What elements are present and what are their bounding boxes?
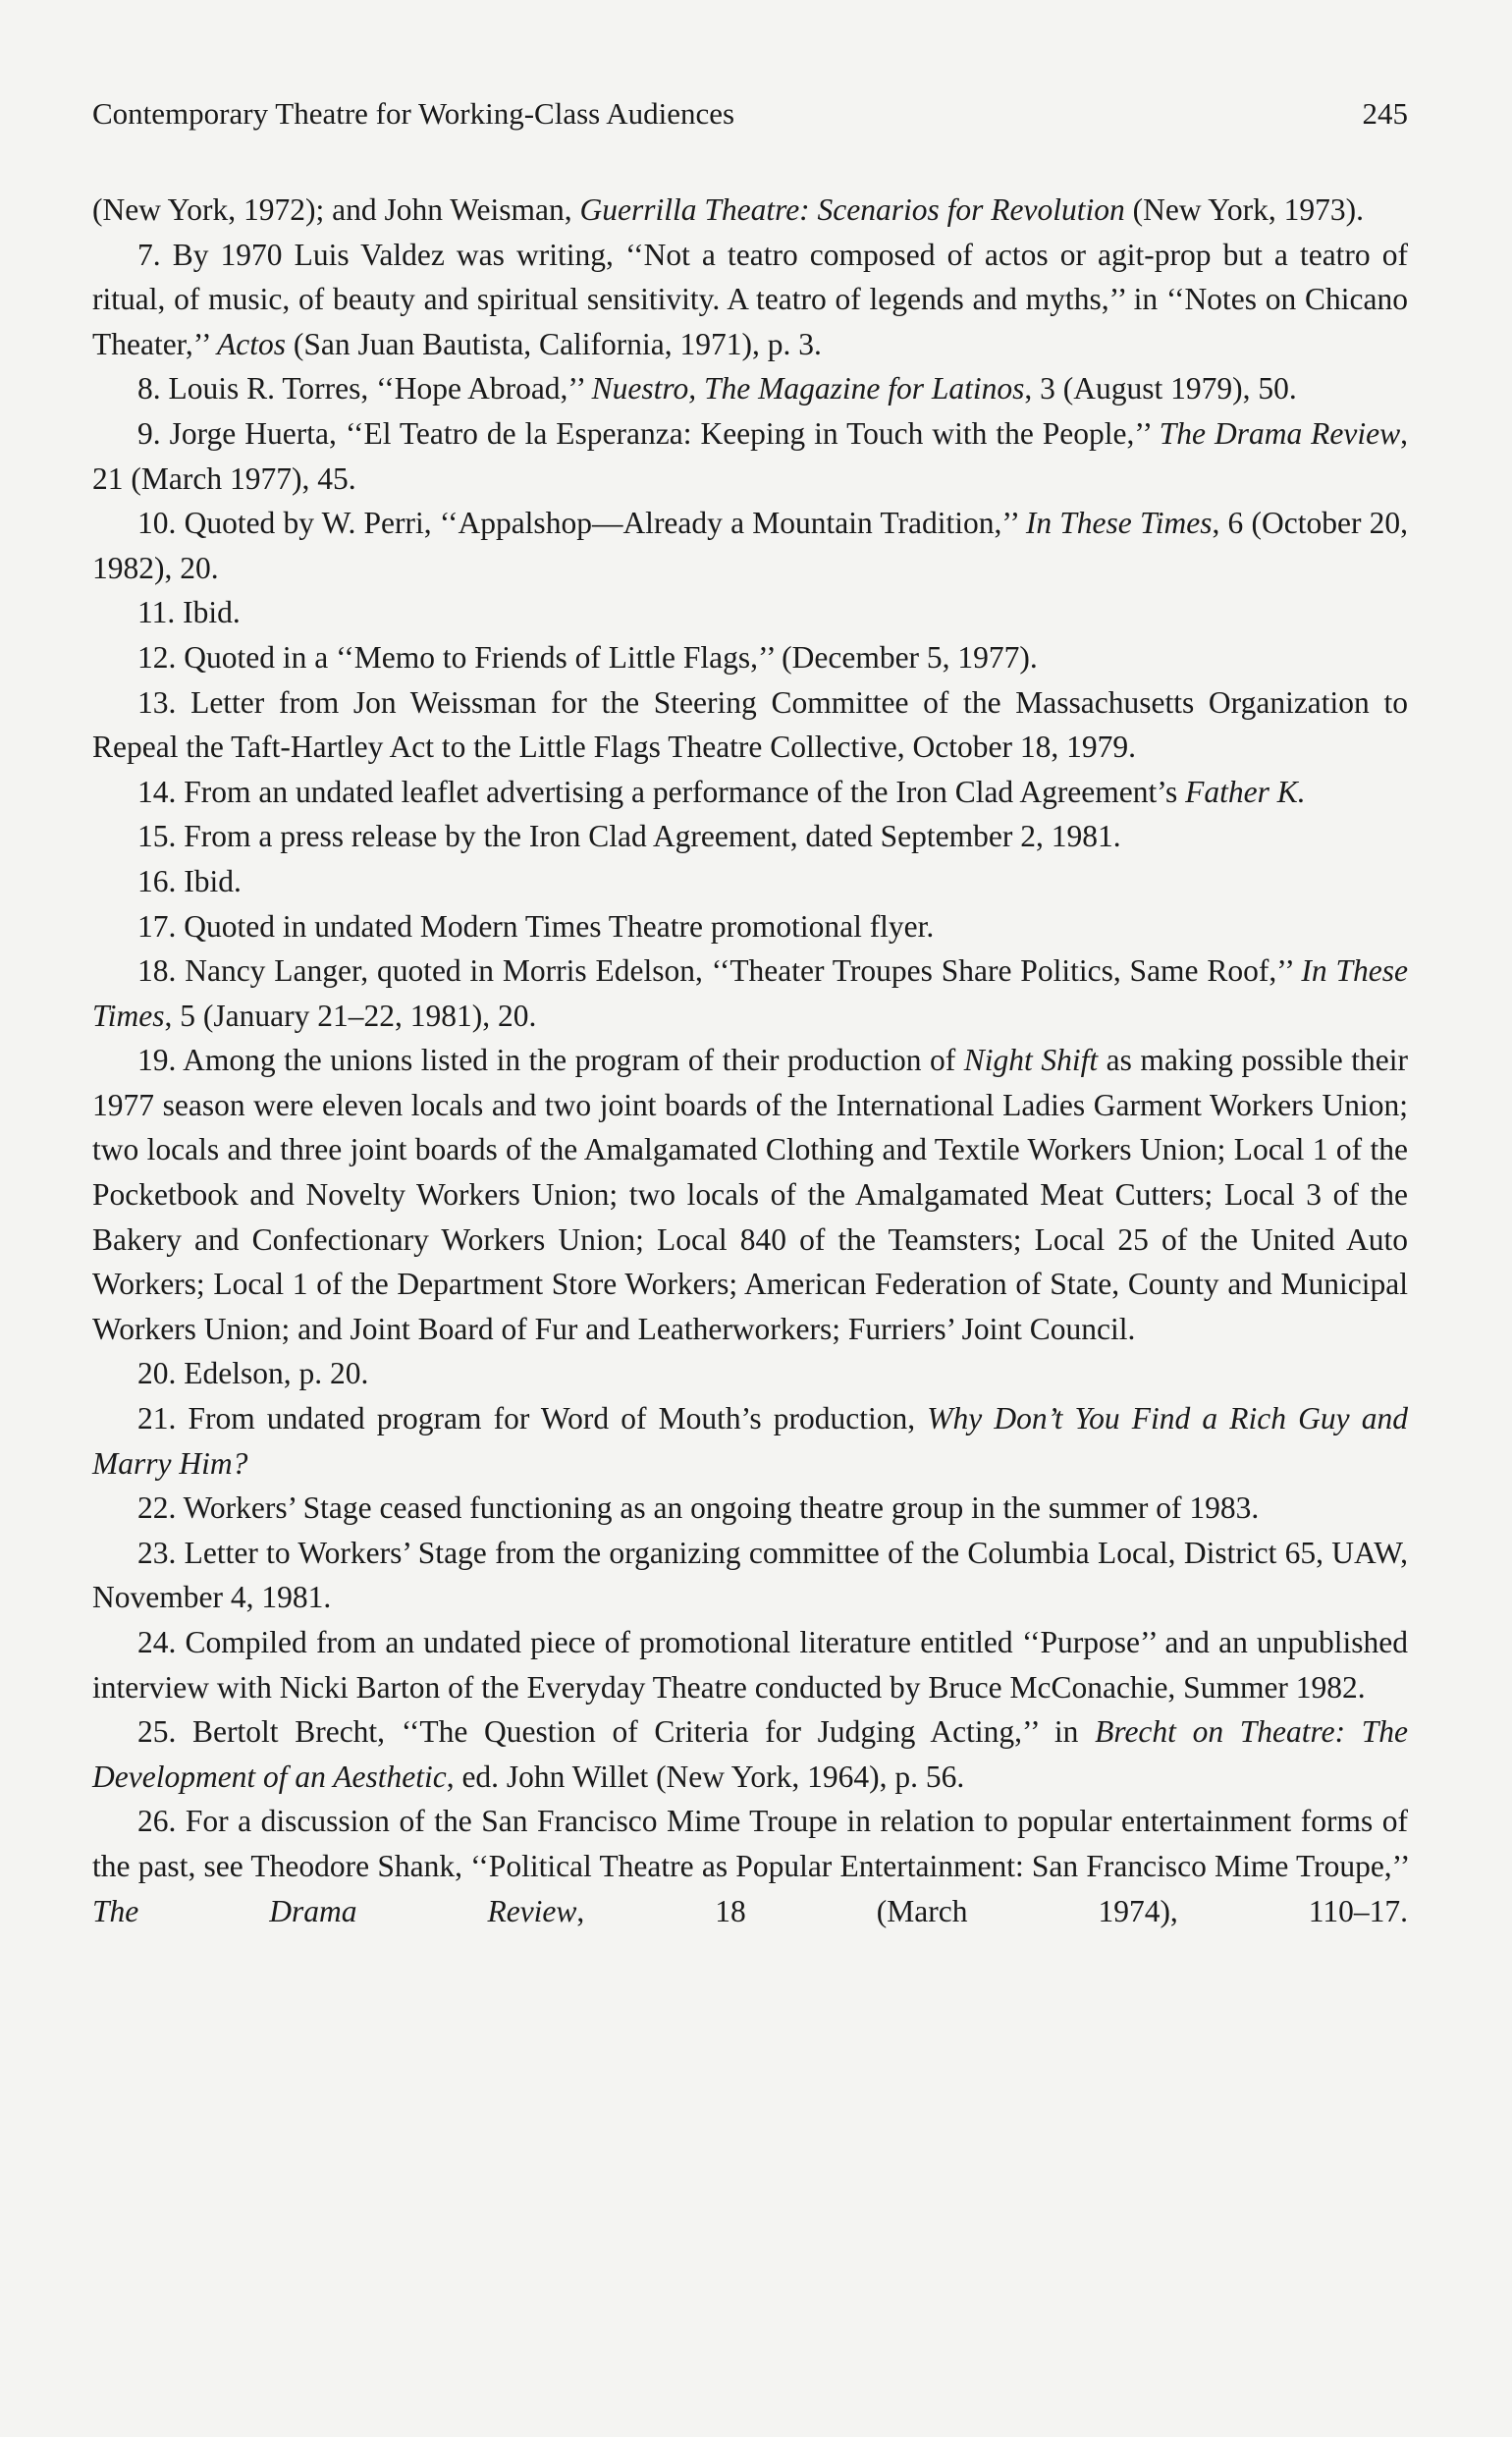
running-header	[92, 94, 1408, 134]
endnote: 7. By 1970 Luis Valdez was writing, ‘‘Not a teatro composed of actos or agit-prop but a teatro of ritual, of music, of beauty and spiritual sensitivity. A teatro of legends and myths,’’ in ‘‘Notes on Chicano Theater,’’ Actos (San Juan Bautista, California, 1971), p. 3.	[92, 237, 1408, 361]
page-number: 245	[1362, 96, 1408, 131]
endnote: 26. For a discussion of the San Francisco Mime Troupe in relation to popular entertainment forms of the past, see Theodore Shank, ‘‘Political Theatre as Popular Entertainment: San Francisco Mime Troupe,’’ The Drama Review, 18 (March 1974), 110–17.	[92, 1804, 1408, 1928]
endnote: 14. From an undated leaflet advertising a performance of the Iron Clad Agreement’s Father K.	[137, 774, 1306, 809]
endnote: 12. Quoted in a ‘‘Memo to Friends of Little Flags,’’ (December 5, 1977).	[137, 639, 1038, 675]
endnote: 23. Letter to Workers’ Stage from the organizing committee of the Columbia Local, District 65, UAW, November 4, 1981.	[92, 1535, 1408, 1615]
endnote: 13. Letter from Jon Weissman for the Steering Committee of the Massachusetts Organization to Repeal the Taft-Hartley Act to the Little Flags Theatre Collective, October 18, 1979.	[92, 684, 1408, 765]
endnote: 22. Workers’ Stage ceased functioning as an ongoing theatre group in the summer of 1983.	[137, 1490, 1260, 1526]
endnote: 15. From a press release by the Iron Clad Agreement, dated September 2, 1981.	[137, 819, 1121, 854]
endnote: 16. Ibid.	[137, 863, 242, 898]
endnote: 10. Quoted by W. Perri, ‘‘Appalshop—Already a Mountain Tradition,’’ In These Times, 6 (October 20, 1982), 20.	[92, 506, 1408, 585]
endnote: 20. Edelson, p. 20.	[137, 1356, 369, 1391]
endnote: (New York, 1972); and John Weisman, Guerrilla Theatre: Scenarios for Revolution (New York, 1973).	[92, 192, 1364, 227]
endnote: 24. Compiled from an undated piece of promotional literature entitled ‘‘Purpose’’ and an unpublished interview with Nicki Barton of the Everyday Theatre conducted by Bruce McConachie, Summer 1982.	[92, 1625, 1408, 1705]
endnote: 25. Bertolt Brecht, ‘‘The Question of Criteria for Judging Acting,’’ in Brecht on Theatre: The Development of an Aesthetic, ed. John Willet (New York, 1964), p. 56.	[92, 1714, 1408, 1794]
endnote: 9. Jorge Huerta, ‘‘El Teatro de la Esperanza: Keeping in Touch with the People,’’ The Drama Review, 21 (March 1977), 45.	[92, 415, 1409, 496]
endnote: 18. Nancy Langer, quoted in Morris Edelson, ‘‘Theater Troupes Share Politics, Same Roof,’’ In These Times, 5 (January 21–22, 1981), 20.	[92, 953, 1409, 1033]
endnote: 11. Ibid.	[137, 595, 241, 630]
endnote: 19. Among the unions listed in the program of their production of Night Shift as making possible their 1977 season were eleven locals and two joint boards of the International Ladies Garment Workers Union; two locals and three joint boards of the Amalgamated Clothing and Textile Workers Union; Local 1 of the Pocketbook and Novelty Workers Union; two locals of the Amalgamated Meat Cutters; Local 3 of the Bakery and Confectionary Workers Union; Local 840 of the Teamsters; Local 25 of the United Auto Workers; Local 1 of the Department Store Workers; American Federation of State, County and Municipal Workers Union; and Joint Board of Fur and Leatherworkers; Furriers’ Joint Council.	[92, 1043, 1408, 1346]
endnote: 8. Louis R. Torres, ‘‘Hope Abroad,’’ Nuestro, The Magazine for Latinos, 3 (August 1979), 50.	[137, 371, 1297, 406]
endnote: 17. Quoted in undated Modern Times Theatre promotional flyer.	[137, 908, 935, 944]
running-title: Contemporary Theatre for Working-Class Audiences	[92, 96, 735, 131]
endnotes	[92, 188, 1408, 1933]
endnote: 21. From undated program for Word of Mouth’s production, Why Don’t You Find a Rich Guy and Marry Him?	[92, 1401, 1409, 1481]
